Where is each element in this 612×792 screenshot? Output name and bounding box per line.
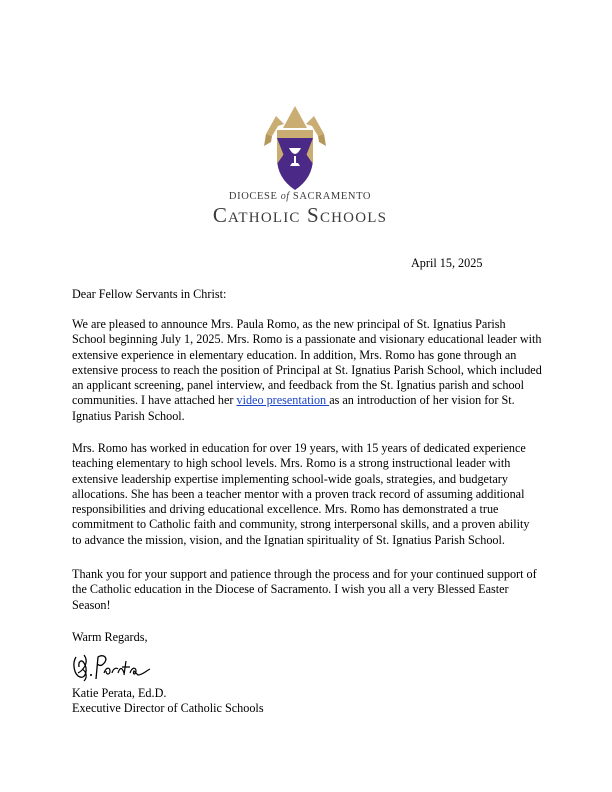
signer-title: Executive Director of Catholic Schools (72, 701, 264, 715)
diocese-word: DIOCESE (228, 191, 278, 202)
paragraph-announcement-text: We are pleased to announce Mrs. Paula Romo, as the new principal of St. Ignatius Parish School beginning July 1, 2025. Mrs. Romo is a passionate and visionary educational leader with extensive experience in elementary education. In addition, Mrs. Romo has gone through an extensive process to reach the position of Principal at St. Ignatius Parish School, which included an applicant screening, panel interview, and feedback from the St. Ignatius parish and school communities. I have attached her (72, 317, 542, 408)
paragraph-announcement (72, 317, 542, 424)
handwritten-signature (70, 649, 160, 683)
catholic-schools-wordmark: Catholic Schools (212, 203, 388, 227)
paragraph-thanks: Thank you for your support and patience through the process and for your continued support of the Catholic education in the Diocese of Sacramento. I wish you all a very Blessed Easter Season! (72, 567, 537, 612)
of-word: of (280, 191, 290, 202)
signer-name: Katie Perata, Ed.D. (72, 686, 167, 700)
closing: Warm Regards, (72, 630, 148, 644)
salutation: Dear Fellow Servants in Christ: (72, 287, 227, 301)
paragraph-announcement-tail: as an introduction of her vision for St. Ignatius Parish School. (72, 393, 515, 423)
video-presentation-link[interactable]: video presentation (236, 393, 330, 408)
diocese-name (150, 191, 450, 203)
diocese-crest-logo (262, 104, 328, 194)
organization-name (150, 191, 450, 226)
sacramento-word: SACRAMENTO (292, 191, 372, 202)
letter-date: April 15, 2025 (411, 256, 483, 270)
paragraph-experience: Mrs. Romo has worked in education for over 19 years, with 15 years of dedicated experience teaching elementary to high school levels. Mrs. Romo is a strong instructional leader with extensive leadership expertise implementing school-wide goals, strategies, and budgetary allocations. She has been a teacher mentor with a proven track record of assuming additional responsibilities and driving educational excellence. Mrs. Romo has demonstrated a true commitment to Catholic faith and community, strong interpersonal skills, and a proven ability to advance the mission, vision, and the Ignatian spirituality of St. Ignatius Parish School. (72, 441, 530, 547)
